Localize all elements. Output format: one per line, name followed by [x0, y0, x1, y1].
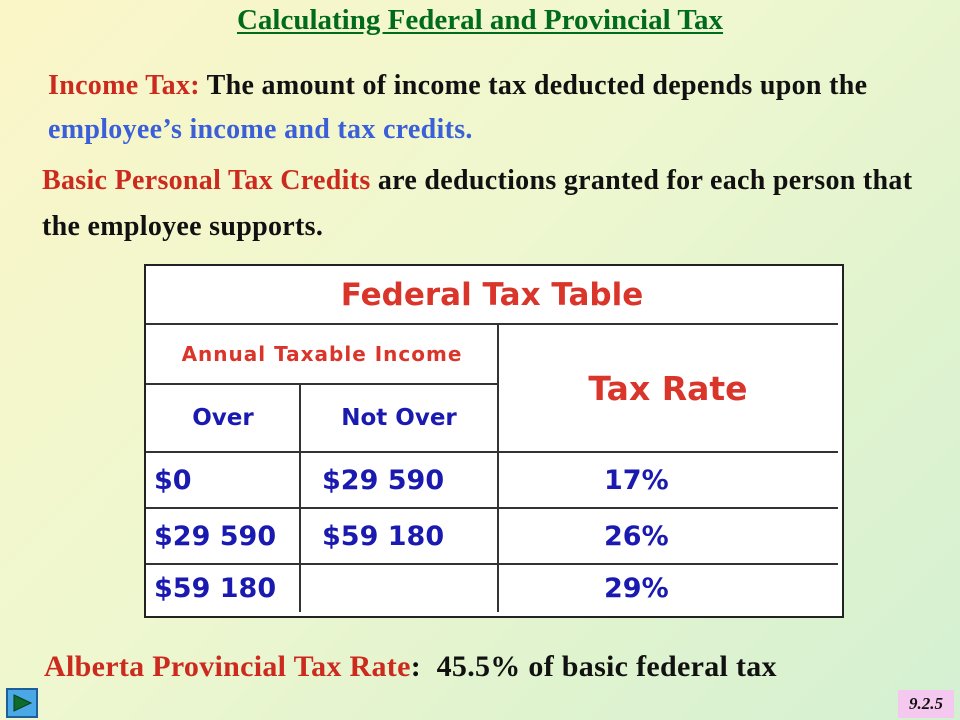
tax-credits-label: Basic Personal Tax Credits	[42, 165, 371, 196]
table-cell-not-over: $59 180	[322, 520, 445, 552]
tax-rate-header: Tax Rate	[588, 368, 748, 408]
income-header: Annual Taxable Income	[181, 342, 463, 366]
not-over-header: Not Over	[341, 405, 457, 431]
income-tax-text: The amount of income tax deducted depends upon the	[199, 70, 868, 101]
provincial-tax-value: 45.5% of basic federal tax	[421, 650, 777, 683]
tax-credits-paragraph	[42, 158, 942, 250]
slide-number: 9.2.5	[898, 690, 954, 718]
table-cell-rate: 17%	[604, 464, 669, 496]
table-divider	[146, 323, 838, 325]
table-divider	[146, 507, 838, 509]
income-tax-paragraph	[48, 64, 948, 152]
next-slide-button[interactable]	[6, 688, 38, 718]
table-divider	[497, 323, 499, 612]
provincial-tax-rate	[44, 650, 777, 684]
provincial-tax-label: Alberta Provincial Tax Rate	[44, 650, 411, 683]
table-cell-over: $59 180	[154, 572, 277, 604]
provincial-tax-colon: :	[410, 650, 421, 683]
tax-credits-text: are deductions granted for each person that the employee supports.	[42, 165, 913, 242]
table-divider	[146, 451, 838, 453]
table-cell-over: $29 590	[154, 520, 277, 552]
next-arrow-icon	[11, 693, 33, 713]
table-cell-rate: 26%	[604, 520, 669, 552]
income-tax-label: Income Tax:	[48, 70, 200, 101]
table-cell-rate: 29%	[604, 572, 669, 604]
table-cell-not-over: $29 590	[322, 464, 445, 496]
table-divider	[146, 563, 838, 565]
over-header: Over	[192, 405, 254, 431]
page-title: Calculating Federal and Provincial Tax	[236, 4, 724, 36]
table-divider	[146, 383, 498, 385]
table-divider	[299, 383, 301, 612]
table-title: Federal Tax Table	[340, 277, 644, 313]
income-tax-highlight: employee’s income and tax credits.	[48, 114, 473, 145]
table-cell-not-over	[300, 564, 498, 612]
federal-tax-table	[144, 264, 844, 618]
table-cell-over: $0	[154, 464, 192, 496]
